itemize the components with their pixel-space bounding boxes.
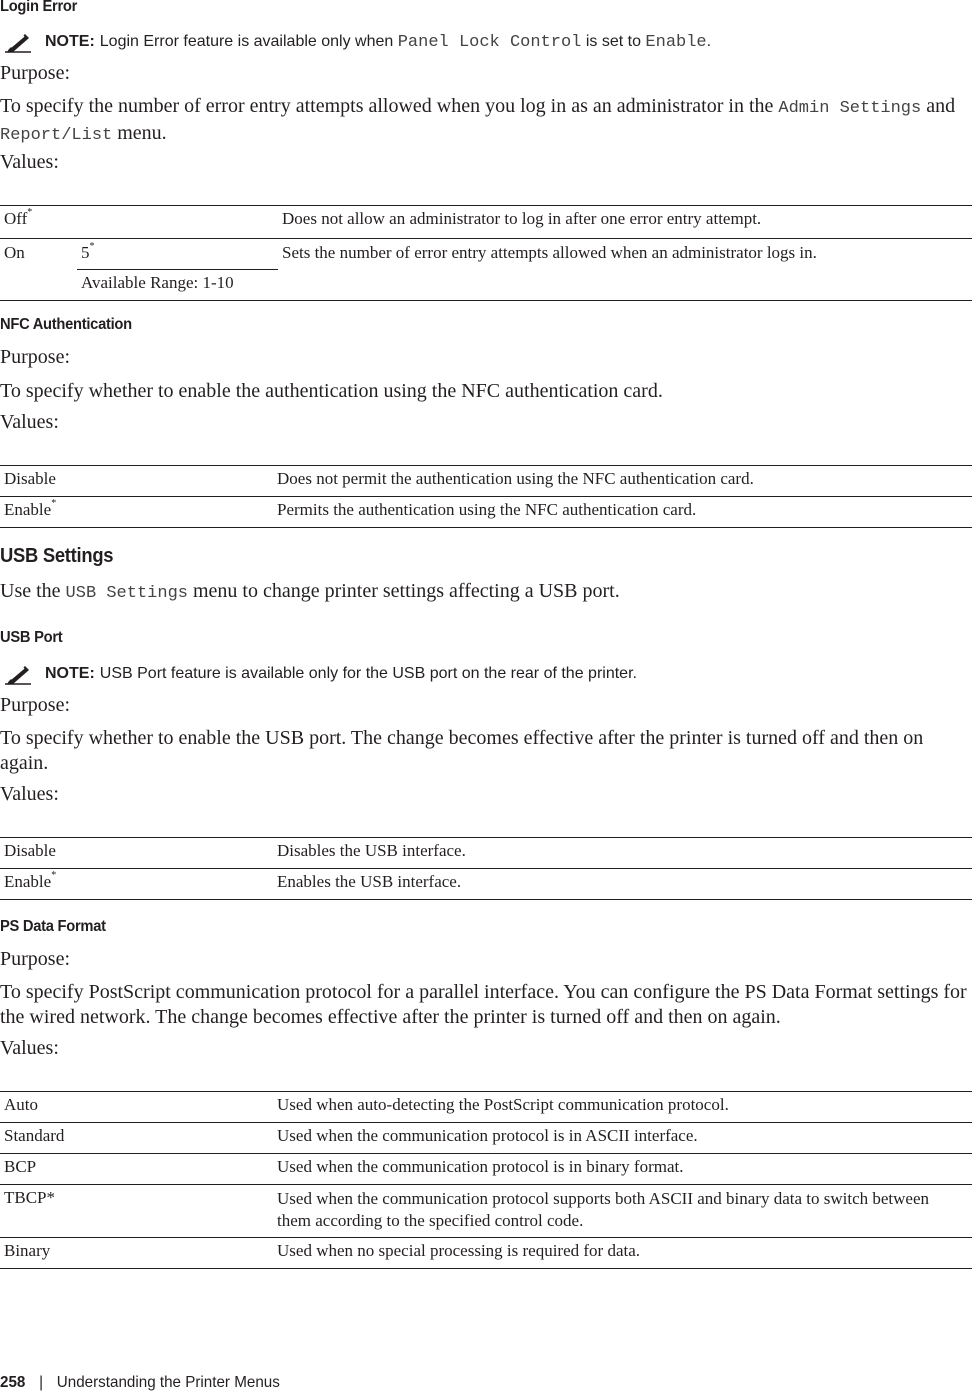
- option-description: Used when the communication protocol is in binary format.: [273, 1154, 972, 1185]
- table-row: [0, 1154, 972, 1185]
- usb-settings-text: [0, 579, 972, 606]
- usb-port-note: [0, 663, 637, 685]
- purpose-text: To specify the number of error entry attempts allowed when you log in as an administrator in the: [0, 95, 774, 117]
- pencil-note-icon: [3, 663, 33, 685]
- nfc-values-label: Values:: [0, 411, 59, 433]
- option-tbcp: TBCP*: [0, 1185, 273, 1238]
- option-description: Permits the authentication using the NFC authentication card.: [273, 497, 972, 528]
- note-label: NOTE:: [45, 33, 95, 50]
- login-error-note: [0, 31, 711, 53]
- option-off: Off: [4, 209, 28, 228]
- default-marker: *: [89, 241, 95, 252]
- footer-separator: |: [39, 1374, 44, 1391]
- page-number: 258: [0, 1374, 26, 1391]
- option-standard: Standard: [0, 1123, 273, 1154]
- table-row: [0, 1185, 972, 1238]
- usb-port-purpose-label: Purpose:: [0, 694, 70, 716]
- note-text: Login Error feature is available only when: [99, 33, 394, 50]
- ps-data-format-heading: PS Data Format: [0, 918, 106, 935]
- nfc-values-table: [0, 465, 972, 528]
- option-enable: Enable: [4, 500, 52, 519]
- note-text-mid: is set to: [585, 33, 641, 50]
- usb-settings-heading: USB Settings: [0, 545, 114, 567]
- table-row: [0, 497, 972, 528]
- login-error-heading: Login Error: [0, 0, 78, 15]
- option-description: Used when no special processing is required for data.: [273, 1238, 972, 1269]
- option-enable: Enable: [4, 872, 52, 891]
- code-usb-settings: USB Settings: [65, 584, 188, 603]
- purpose-end: menu.: [117, 122, 167, 144]
- ps-data-format-purpose-text: To specify PostScript communication protocol for a parallel interface. You can configure the PS Data Format settings for the wired network. The change becomes effective after the printer is turned off and then on again.: [0, 981, 967, 1028]
- note-code-enable: Enable: [645, 32, 707, 52]
- table-row: [0, 1092, 972, 1123]
- default-marker: *: [51, 498, 57, 509]
- option-binary: Binary: [0, 1238, 273, 1269]
- option-description: Used when the communication protocol is in ASCII interface.: [273, 1123, 972, 1154]
- ps-data-format-purpose-label: Purpose:: [0, 948, 70, 970]
- option-bcp: BCP: [0, 1154, 273, 1185]
- pencil-note-icon: [3, 31, 33, 53]
- table-row: [0, 1238, 972, 1269]
- usb-port-values-table: [0, 837, 972, 900]
- nfc-heading: NFC Authentication: [0, 316, 132, 333]
- option-description: Used when auto-detecting the PostScript communication protocol.: [277, 1095, 729, 1114]
- table-row: [0, 466, 972, 497]
- code-report-list: Report/List: [0, 126, 113, 145]
- note-period: .: [706, 33, 712, 50]
- option-disable: Disable: [4, 469, 56, 488]
- ps-data-format-values-label: Values:: [0, 1037, 59, 1059]
- option-description: Does not allow an administrator to log in after one error entry attempt.: [282, 209, 762, 228]
- login-error-values-label: Values:: [0, 151, 59, 173]
- purpose-and: and: [926, 95, 956, 117]
- page-footer: [0, 1374, 280, 1392]
- usb-port-purpose-text: To specify whether to enable the USB port. The change becomes effective after the printer is turned off and then on again.: [0, 727, 924, 774]
- option-description: Disables the USB interface.: [277, 841, 466, 860]
- on-value: 5: [81, 243, 90, 262]
- default-marker: *: [27, 207, 33, 218]
- option-auto: Auto: [4, 1095, 38, 1114]
- table-row: [0, 206, 972, 239]
- available-range: Available Range: 1-10: [81, 273, 234, 292]
- ps-data-format-values-table: [0, 1091, 972, 1269]
- nfc-purpose-label: Purpose:: [0, 346, 70, 368]
- table-row: [0, 1123, 972, 1154]
- chapter-title: Understanding the Printer Menus: [56, 1374, 280, 1391]
- table-row: [0, 838, 972, 869]
- option-disable: Disable: [4, 841, 56, 860]
- table-row: [0, 869, 972, 900]
- usb-settings-text-post: menu to change printer settings affecting a USB port.: [192, 580, 620, 602]
- note-code-panel-lock-control: Panel Lock Control: [397, 32, 582, 52]
- option-on: On: [0, 239, 77, 301]
- table-row: [0, 239, 972, 270]
- nfc-purpose-text: To specify whether to enable the authentication using the NFC authentication card.: [0, 380, 663, 402]
- login-error-purpose-text: [0, 94, 972, 148]
- usb-port-heading: USB Port: [0, 629, 63, 646]
- default-marker: *: [51, 870, 57, 881]
- note-label: NOTE:: [45, 665, 95, 682]
- option-description: Does not permit the authentication using the NFC authentication card.: [277, 469, 754, 488]
- note-text: USB Port feature is available only for the USB port on the rear of the printer.: [99, 665, 637, 682]
- login-error-purpose-label: Purpose:: [0, 62, 70, 84]
- option-description: Used when the communication protocol supports both ASCII and binary data to switch between them according to the specified control code.: [273, 1185, 972, 1238]
- option-description: Enables the USB interface.: [273, 869, 972, 900]
- login-error-values-table: [0, 205, 972, 301]
- usb-settings-text-pre: Use the: [0, 580, 61, 602]
- option-description: Sets the number of error entry attempts allowed when an administrator logs in.: [278, 239, 972, 301]
- code-admin-settings: Admin Settings: [778, 99, 922, 118]
- usb-port-values-label: Values:: [0, 783, 59, 805]
